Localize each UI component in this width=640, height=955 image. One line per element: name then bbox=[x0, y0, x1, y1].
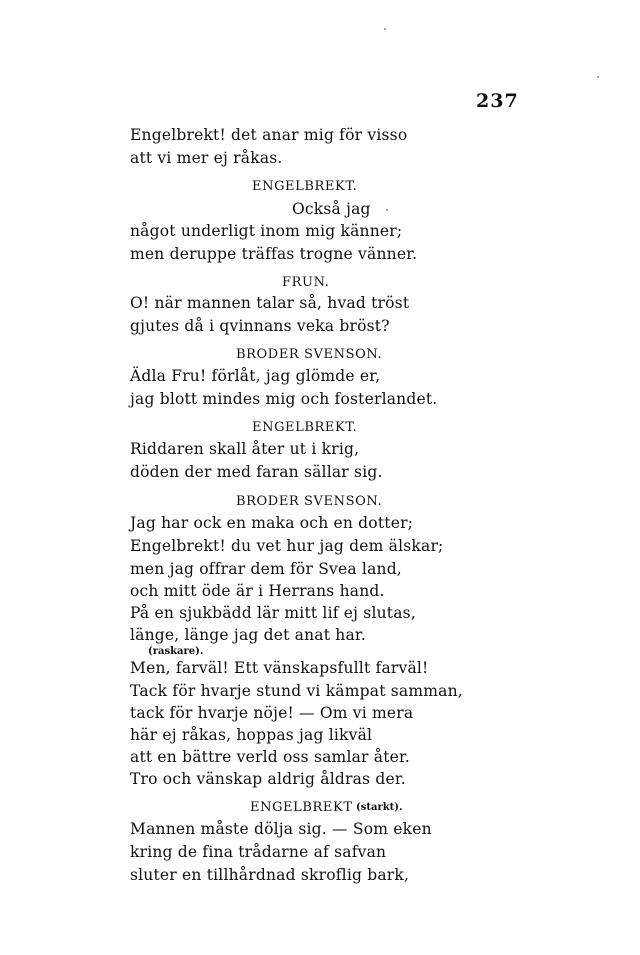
verse-line: Tack för hvarje stund vi kämpat samman, bbox=[130, 682, 463, 700]
speaker-name: BRODER SVENSON. bbox=[236, 494, 383, 509]
verse-line: Engelbrekt! du vet hur jag dem älskar; bbox=[130, 537, 444, 555]
verse-line: Jag har ock en maka och en dotter; bbox=[130, 514, 414, 532]
verse-line: Mannen måste dölja sig. — Som eken bbox=[130, 820, 432, 838]
verse-line: gjutes då i qvinnans veka bröst? bbox=[130, 317, 390, 335]
verse-line: här ej råkas, hoppas jag likväl bbox=[130, 726, 373, 744]
verse-line: döden der med faran sällar sig. bbox=[130, 463, 383, 481]
verse-line: att en bättre verld oss samlar åter. bbox=[130, 748, 411, 766]
speaker-name: ENGELBREKT. bbox=[252, 420, 358, 435]
verse-line: något underligt inom mig känner; bbox=[130, 222, 403, 240]
verse-line: att vi mer ej råkas. bbox=[130, 149, 283, 167]
verse-line: Engelbrekt! det anar mig för visso bbox=[130, 126, 408, 144]
speaker-name: BRODER SVENSON. bbox=[236, 347, 383, 362]
paper-speck bbox=[384, 28, 386, 30]
paper-speck bbox=[597, 76, 599, 78]
speaker-name: FRUN. bbox=[282, 275, 330, 290]
verse-line: jag blott mindes mig och fosterlandet. bbox=[130, 390, 438, 408]
verse-line: länge, länge jag det anat har. bbox=[130, 626, 366, 644]
verse-line: tack för hvarje nöje! — Om vi mera bbox=[130, 704, 414, 722]
stage-direction: (raskare). bbox=[148, 646, 204, 657]
verse-line: och mitt öde är i Herrans hand. bbox=[130, 582, 385, 600]
verse-line: På en sjukbädd lär mitt lif ej slutas, bbox=[130, 604, 416, 622]
verse-line: Ädla Fru! förlåt, jag glömde er, bbox=[130, 367, 381, 385]
verse-line: Riddaren skall åter ut i krig, bbox=[130, 440, 360, 458]
verse-line: Tro och vänskap aldrig åldras der. bbox=[130, 770, 406, 788]
verse-line: sluter en tillhårdnad skroflig bark, bbox=[130, 866, 410, 884]
page-number: 237 bbox=[476, 90, 519, 112]
speaker-name: ENGELBREKT. bbox=[252, 179, 358, 194]
paper-speck bbox=[386, 209, 388, 211]
stage-direction: (starkt). bbox=[356, 802, 403, 813]
verse-line: kring de fina trådarne af safvan bbox=[130, 843, 387, 861]
verse-line: O! när mannen talar så, hvad tröst bbox=[130, 294, 410, 312]
verse-line: men jag offrar dem för Svea land, bbox=[130, 560, 402, 578]
speaker-name: ENGELBREKT bbox=[250, 800, 353, 815]
verse-line: men deruppe träffas trogne vänner. bbox=[130, 245, 418, 263]
verse-line: Men, farväl! Ett vänskapsfullt farväl! bbox=[130, 659, 429, 677]
verse-line: Också jag bbox=[292, 200, 371, 218]
